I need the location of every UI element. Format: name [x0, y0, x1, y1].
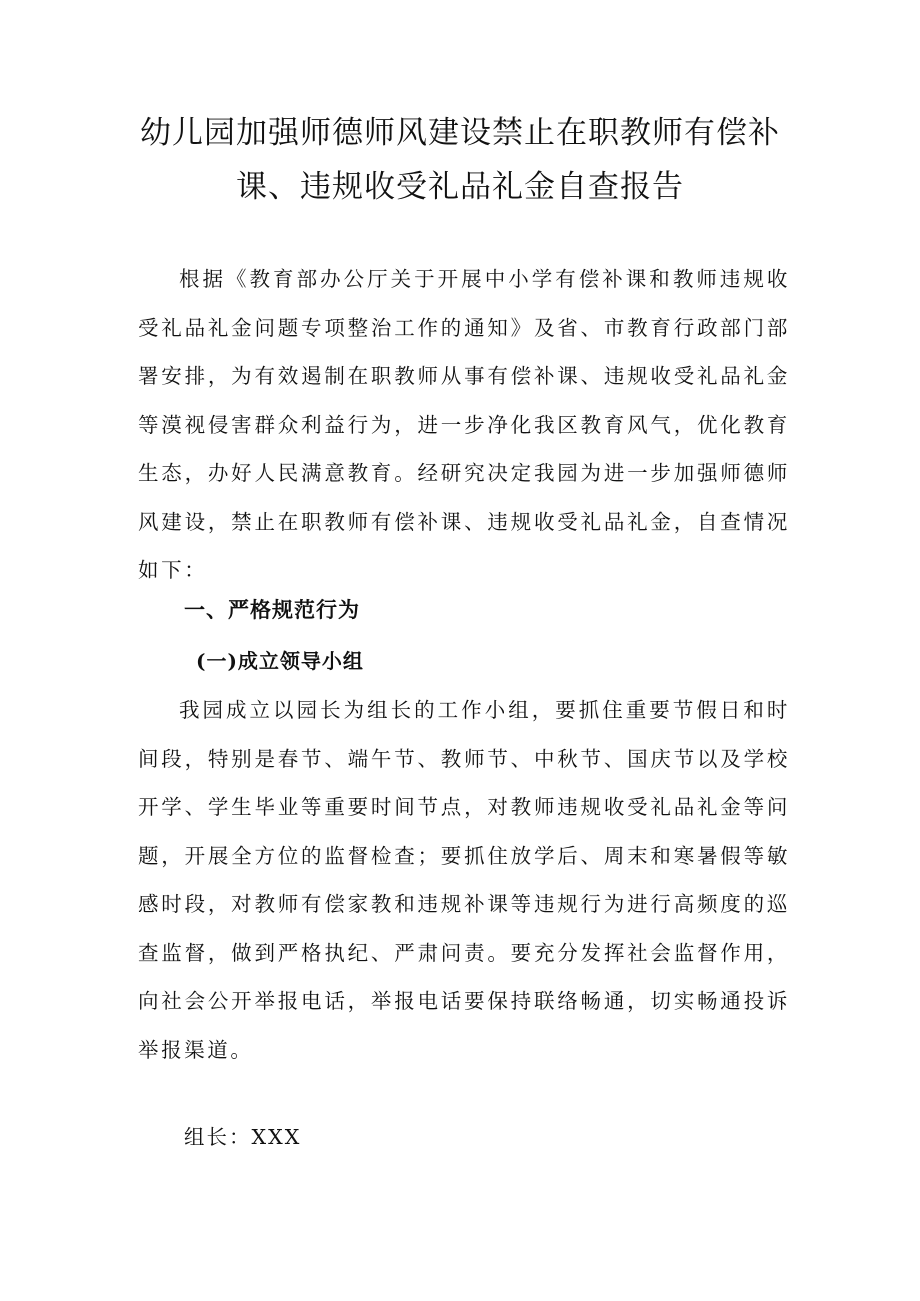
group-leader-line: 组长：XXX [184, 1125, 302, 1149]
intro-paragraph: 根据《教育部办公厅关于开展中小学有偿补课和教师违规收受礼品礼金问题专项整治工作的通知》及省、市教育行政部门部署安排，为有效遏制在职教师从事有偿补课、违规收受礼品礼金等漠视侵害群众利益行为，进一步净化我区教育风气，优化教育生态，办好人民满意教育。经研究决定我园为进一步加强师德师风建设，禁止在职教师有偿补课、违规收受礼品礼金，自查情况如下： [138, 267, 790, 582]
document-title: 幼儿园加强师德师风建设禁止在职教师有偿补课、违规收受礼品礼金自查报告 [140, 115, 780, 205]
leadership-group-paragraph: 我园成立以园长为组长的工作小组，要抓住重要节假日和时间段，特别是春节、端午节、教师节、中秋节、国庆节以及学校开学、学生毕业等重要时间节点，对教师违规收受礼品礼金等问题，开展全方位的监督检查；要抓住放学后、周末和寒暑假等敏感时段，对教师有偿家教和违规补课等违规行为进行高频度的巡查监督，做到严格执纪、严肃问责。要充分发挥社会监督作用，向社会公开举报电话，举报电话要保持联络畅通，切实畅通投诉举报渠道。 [138, 698, 790, 1062]
section-heading-1: 一、严格规范行为 [184, 598, 360, 622]
subsection-heading-1: (一)成立领导小组 [196, 649, 364, 673]
